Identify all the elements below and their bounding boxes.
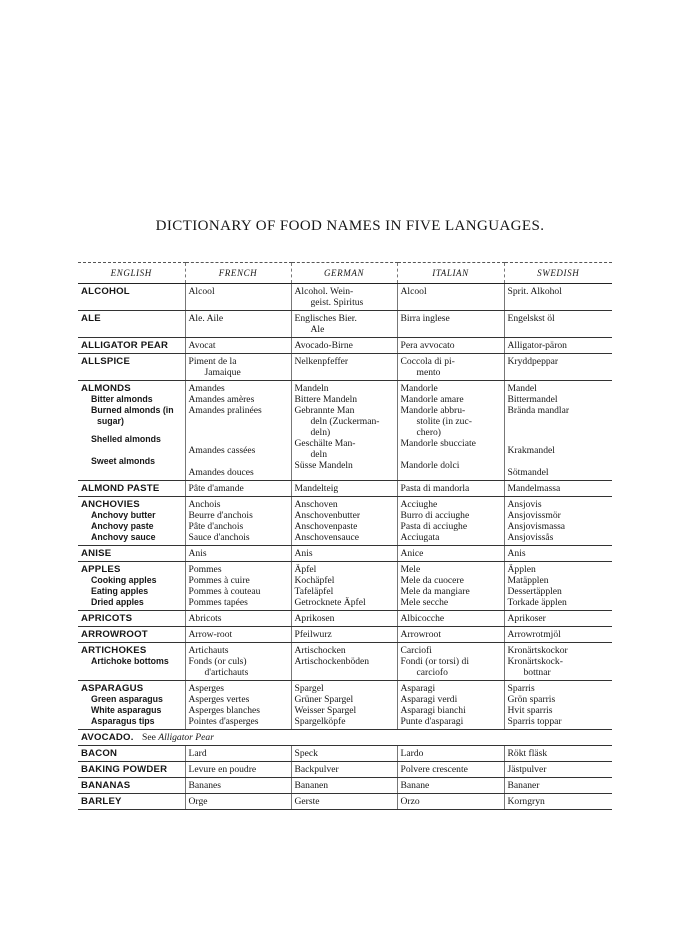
german-term: Spargel	[294, 683, 324, 694]
italian-term: Acciugata	[400, 532, 440, 543]
swedish-term: Matäpplen	[507, 575, 549, 586]
swedish-term: Torkade äpplen	[507, 597, 567, 608]
italian-term: Pasta di mandorla	[400, 483, 470, 494]
english-term: BAKING POWDER	[81, 764, 168, 775]
english-subterm: Sweet almonds	[91, 456, 156, 466]
swedish-term: Bittermandel	[507, 394, 558, 405]
english-subterm: Dried apples	[91, 597, 144, 607]
column-header-french: FRENCH	[185, 263, 291, 284]
french-term: Arrow-root	[188, 629, 233, 640]
german-term: Geschälte Man-	[294, 438, 356, 449]
italian-term: Coccola di pi-	[400, 356, 455, 367]
german-term-cont: Ale	[310, 324, 325, 335]
table-row	[78, 546, 612, 562]
english-term: APPLES	[81, 564, 121, 575]
swedish-term: Jästpulver	[507, 764, 547, 775]
french-term: Anis	[188, 548, 207, 559]
swedish-term: Hvit sparris	[507, 705, 553, 716]
table-row	[78, 681, 612, 730]
german-term: Tafeläpfel	[294, 586, 334, 597]
swedish-term: Dessertäpplen	[507, 586, 562, 597]
table-header-row	[78, 263, 612, 284]
italian-term: Acciughe	[400, 499, 438, 510]
english-term: ALLIGATOR PEAR	[81, 340, 169, 351]
german-term: Gebrannte Man	[294, 405, 355, 416]
swedish-term: Krakmandel	[507, 445, 555, 456]
french-term: Avocat	[188, 340, 216, 351]
swedish-term: Sprit. Alkohol	[507, 286, 562, 297]
french-term: Asperges blanches	[188, 705, 260, 716]
italian-term: Punte d'asparagi	[400, 716, 464, 727]
german-term: Artischocken	[294, 645, 346, 656]
german-term: Nelkenpfeffer	[294, 356, 349, 367]
french-term: Pommes à cuire	[188, 575, 250, 586]
english-subterm: Burned almonds (in	[91, 405, 174, 415]
swedish-term: Ansjovis	[507, 499, 542, 510]
italian-term: Pasta di acciughe	[400, 521, 468, 532]
table-row	[78, 627, 612, 643]
english-term: ALCOHOL	[81, 286, 130, 297]
french-term: Pâte d'anchois	[188, 521, 244, 532]
italian-term: Mandorle abbru-	[400, 405, 466, 416]
french-term: Alcool	[188, 286, 215, 297]
french-term: Asperges	[188, 683, 225, 694]
english-subterm: Asparagus tips	[91, 716, 155, 726]
french-term-cont: Jamaique	[204, 367, 241, 378]
swedish-term: Ansjovissmör	[507, 510, 561, 521]
see-label: See	[142, 732, 156, 743]
german-term: Anschovenbutter	[294, 510, 361, 521]
french-term: Lard	[188, 748, 207, 759]
german-term: Backpulver	[294, 764, 339, 775]
english-term: BACON	[81, 748, 118, 759]
swedish-term: Sötmandel	[507, 467, 549, 478]
italian-term-cont: mento	[416, 367, 441, 378]
english-term: APRICOTS	[81, 613, 133, 624]
german-term: Äpfel	[294, 564, 317, 575]
french-term: Pommes	[188, 564, 222, 575]
italian-term: Mandorle sbucciate	[400, 438, 476, 449]
german-term: Speck	[294, 748, 318, 759]
swedish-term: Anis	[507, 548, 526, 559]
italian-term: Polvere crescente	[400, 764, 468, 775]
french-term: Sauce d'anchois	[188, 532, 250, 543]
french-term: Abricots	[188, 613, 222, 624]
english-subterm: Cooking apples	[91, 575, 157, 585]
italian-term: Mandorle amare	[400, 394, 464, 405]
italian-term-cont: stolite (in zuc-	[416, 416, 472, 427]
english-subterm: Bitter almonds	[91, 394, 153, 404]
column-header-italian: ITALIAN	[397, 263, 504, 284]
english-subterm: White asparagus	[91, 705, 162, 715]
english-subterm: Shelled almonds	[91, 434, 161, 444]
column-header-english: ENGLISH	[78, 263, 185, 284]
column-header-german: GERMAN	[291, 263, 397, 284]
german-term: Süsse Mandeln	[294, 460, 353, 471]
english-subterm: Anchovy sauce	[91, 532, 156, 542]
swedish-term-cont: bottnar	[523, 667, 551, 678]
french-term: Bananes	[188, 780, 222, 791]
table-row	[78, 381, 612, 481]
italian-term: Mele da mangiare	[400, 586, 470, 597]
see-reference-row	[78, 730, 612, 746]
german-term-cont: geist. Spiritus	[310, 297, 364, 308]
german-term: Anschovensauce	[294, 532, 359, 543]
german-term: Kochäpfel	[294, 575, 335, 586]
english-term: ALLSPICE	[81, 356, 131, 367]
table-row	[78, 481, 612, 497]
italian-term: Mandorle	[400, 383, 438, 394]
english-subterm: Artichoke bottoms	[91, 656, 169, 666]
food-names-table	[78, 262, 612, 810]
english-subterm: Green asparagus	[91, 694, 163, 704]
italian-term-cont: carciofo	[416, 667, 448, 678]
italian-term: Orzo	[400, 796, 420, 807]
french-term: Pâte d'amande	[188, 483, 244, 494]
italian-term: Carciofi	[400, 645, 432, 656]
french-term: Ale. Aile	[188, 313, 224, 324]
italian-term: Albicocche	[400, 613, 445, 624]
italian-term: Fondi (or torsi) di	[400, 656, 469, 667]
english-subterm: Anchovy paste	[91, 521, 154, 531]
english-term: AVOCADO.	[81, 732, 134, 743]
table-row	[78, 746, 612, 762]
see-reference: Alligator Pear	[158, 732, 214, 743]
swedish-term: Sparris toppar	[507, 716, 562, 727]
german-term: Bananen	[294, 780, 329, 791]
french-term: Piment de la	[188, 356, 237, 367]
german-term-cont: deln (Zuckerman-	[310, 416, 380, 427]
german-term: Gerste	[294, 796, 320, 807]
swedish-term: Engelskst öl	[507, 313, 555, 324]
column-header-swedish: SWEDISH	[504, 263, 612, 284]
italian-term: Alcool	[400, 286, 427, 297]
german-term: Weisser Spargel	[294, 705, 357, 716]
french-term: Levure en poudre	[188, 764, 257, 775]
swedish-term: Äpplen	[507, 564, 536, 575]
swedish-term: Kronärtskockor	[507, 645, 568, 656]
english-term: ARROWROOT	[81, 629, 148, 640]
german-term: Spargelköpfe	[294, 716, 346, 727]
italian-term: Mele da cuocere	[400, 575, 464, 586]
italian-term: Asparagi verdi	[400, 694, 458, 705]
french-term: Pointes d'asperges	[188, 716, 259, 727]
english-term: ASPARAGUS	[81, 683, 144, 694]
swedish-term: Korngryn	[507, 796, 545, 807]
table-row	[78, 762, 612, 778]
swedish-term: Brända mandlar	[507, 405, 570, 416]
german-term: Avocado-Birne	[294, 340, 353, 351]
italian-term: Arrowroot	[400, 629, 441, 640]
german-term: Mandeln	[294, 383, 329, 394]
page-title: DICTIONARY OF FOOD NAMES IN FIVE LANGUAGES.	[155, 218, 545, 234]
italian-term: Mele secche	[400, 597, 449, 608]
english-subterm: Eating apples	[91, 586, 149, 596]
french-term-cont: d'artichauts	[204, 667, 249, 678]
table-row	[78, 354, 612, 381]
table-row	[78, 611, 612, 627]
table-row	[78, 778, 612, 794]
english-term: ANCHOVIES	[81, 499, 140, 510]
english-term: BANANAS	[81, 780, 131, 791]
english-term: ANISE	[81, 548, 112, 559]
italian-term: Pera avvocato	[400, 340, 455, 351]
table-row	[78, 284, 612, 311]
german-term-cont: deln)	[310, 427, 331, 438]
italian-term: Banane	[400, 780, 430, 791]
german-term: Bittere Mandeln	[294, 394, 358, 405]
table-row	[78, 497, 612, 546]
german-term-cont: deln	[310, 449, 328, 460]
french-term: Amandes pralinées	[188, 405, 262, 416]
swedish-term: Mandelmassa	[507, 483, 561, 494]
french-term: Amandes douces	[188, 467, 254, 478]
swedish-term: Aprikoser	[507, 613, 546, 624]
italian-term: Anice	[400, 548, 424, 559]
french-term: Pommes à couteau	[188, 586, 261, 597]
french-term: Beurre d'anchois	[188, 510, 253, 521]
swedish-term: Kronärtskock-	[507, 656, 563, 667]
german-term: Getrocknete Äpfel	[294, 597, 366, 608]
german-term: Mandelteig	[294, 483, 339, 494]
german-term: Englisches Bier.	[294, 313, 357, 324]
english-subterm: Anchovy butter	[91, 510, 156, 520]
italian-term: Lardo	[400, 748, 424, 759]
german-term: Anschovenpaste	[294, 521, 358, 532]
french-term: Orge	[188, 796, 208, 807]
swedish-term: Sparris	[507, 683, 535, 694]
german-term: Grüner Spargel	[294, 694, 354, 705]
italian-term: Mele	[400, 564, 421, 575]
french-term: Amandes amères	[188, 394, 255, 405]
german-term: Artischockenböden	[294, 656, 370, 667]
table-row	[78, 562, 612, 611]
french-term: Artichauts	[188, 645, 229, 656]
swedish-term: Ansjovissås	[507, 532, 554, 543]
swedish-term: Alligator-päron	[507, 340, 567, 351]
english-term: ALE	[81, 313, 101, 324]
english-term: ALMONDS	[81, 383, 131, 394]
swedish-term: Ansjovismassa	[507, 521, 566, 532]
table-row	[78, 338, 612, 354]
german-term: Anschoven	[294, 499, 338, 510]
english-term: ARTICHOKES	[81, 645, 147, 656]
english-term: BARLEY	[81, 796, 122, 807]
italian-term: Birra inglese	[400, 313, 450, 324]
swedish-term: Bananer	[507, 780, 540, 791]
table-row	[78, 643, 612, 681]
french-term: Asperges vertes	[188, 694, 250, 705]
table-row	[78, 794, 612, 810]
swedish-term: Rökt fläsk	[507, 748, 548, 759]
french-term: Fonds (or culs)	[188, 656, 247, 667]
french-term: Amandes	[188, 383, 225, 394]
swedish-term: Mandel	[507, 383, 537, 394]
italian-term: Mandorle dolci	[400, 460, 460, 471]
german-term: Aprikosen	[294, 613, 335, 624]
swedish-term: Kryddpeppar	[507, 356, 559, 367]
swedish-term: Arrowrotmjöl	[507, 629, 561, 640]
french-term: Pommes tapées	[188, 597, 248, 608]
italian-term: Burro di acciughe	[400, 510, 470, 521]
french-term: Amandes cassées	[188, 445, 256, 456]
english-subterm-cont: sugar)	[97, 416, 124, 426]
table-row	[78, 311, 612, 338]
english-term: ALMOND PASTE	[81, 483, 160, 494]
german-term: Pfeilwurz	[294, 629, 332, 640]
italian-term: Asparagi	[400, 683, 436, 694]
french-term: Anchois	[188, 499, 221, 510]
italian-term: Asparagi bianchi	[400, 705, 466, 716]
italian-term-cont: chero)	[416, 427, 441, 438]
swedish-term: Grön sparris	[507, 694, 556, 705]
german-term: Alcohol. Wein-	[294, 286, 354, 297]
german-term: Anis	[294, 548, 313, 559]
